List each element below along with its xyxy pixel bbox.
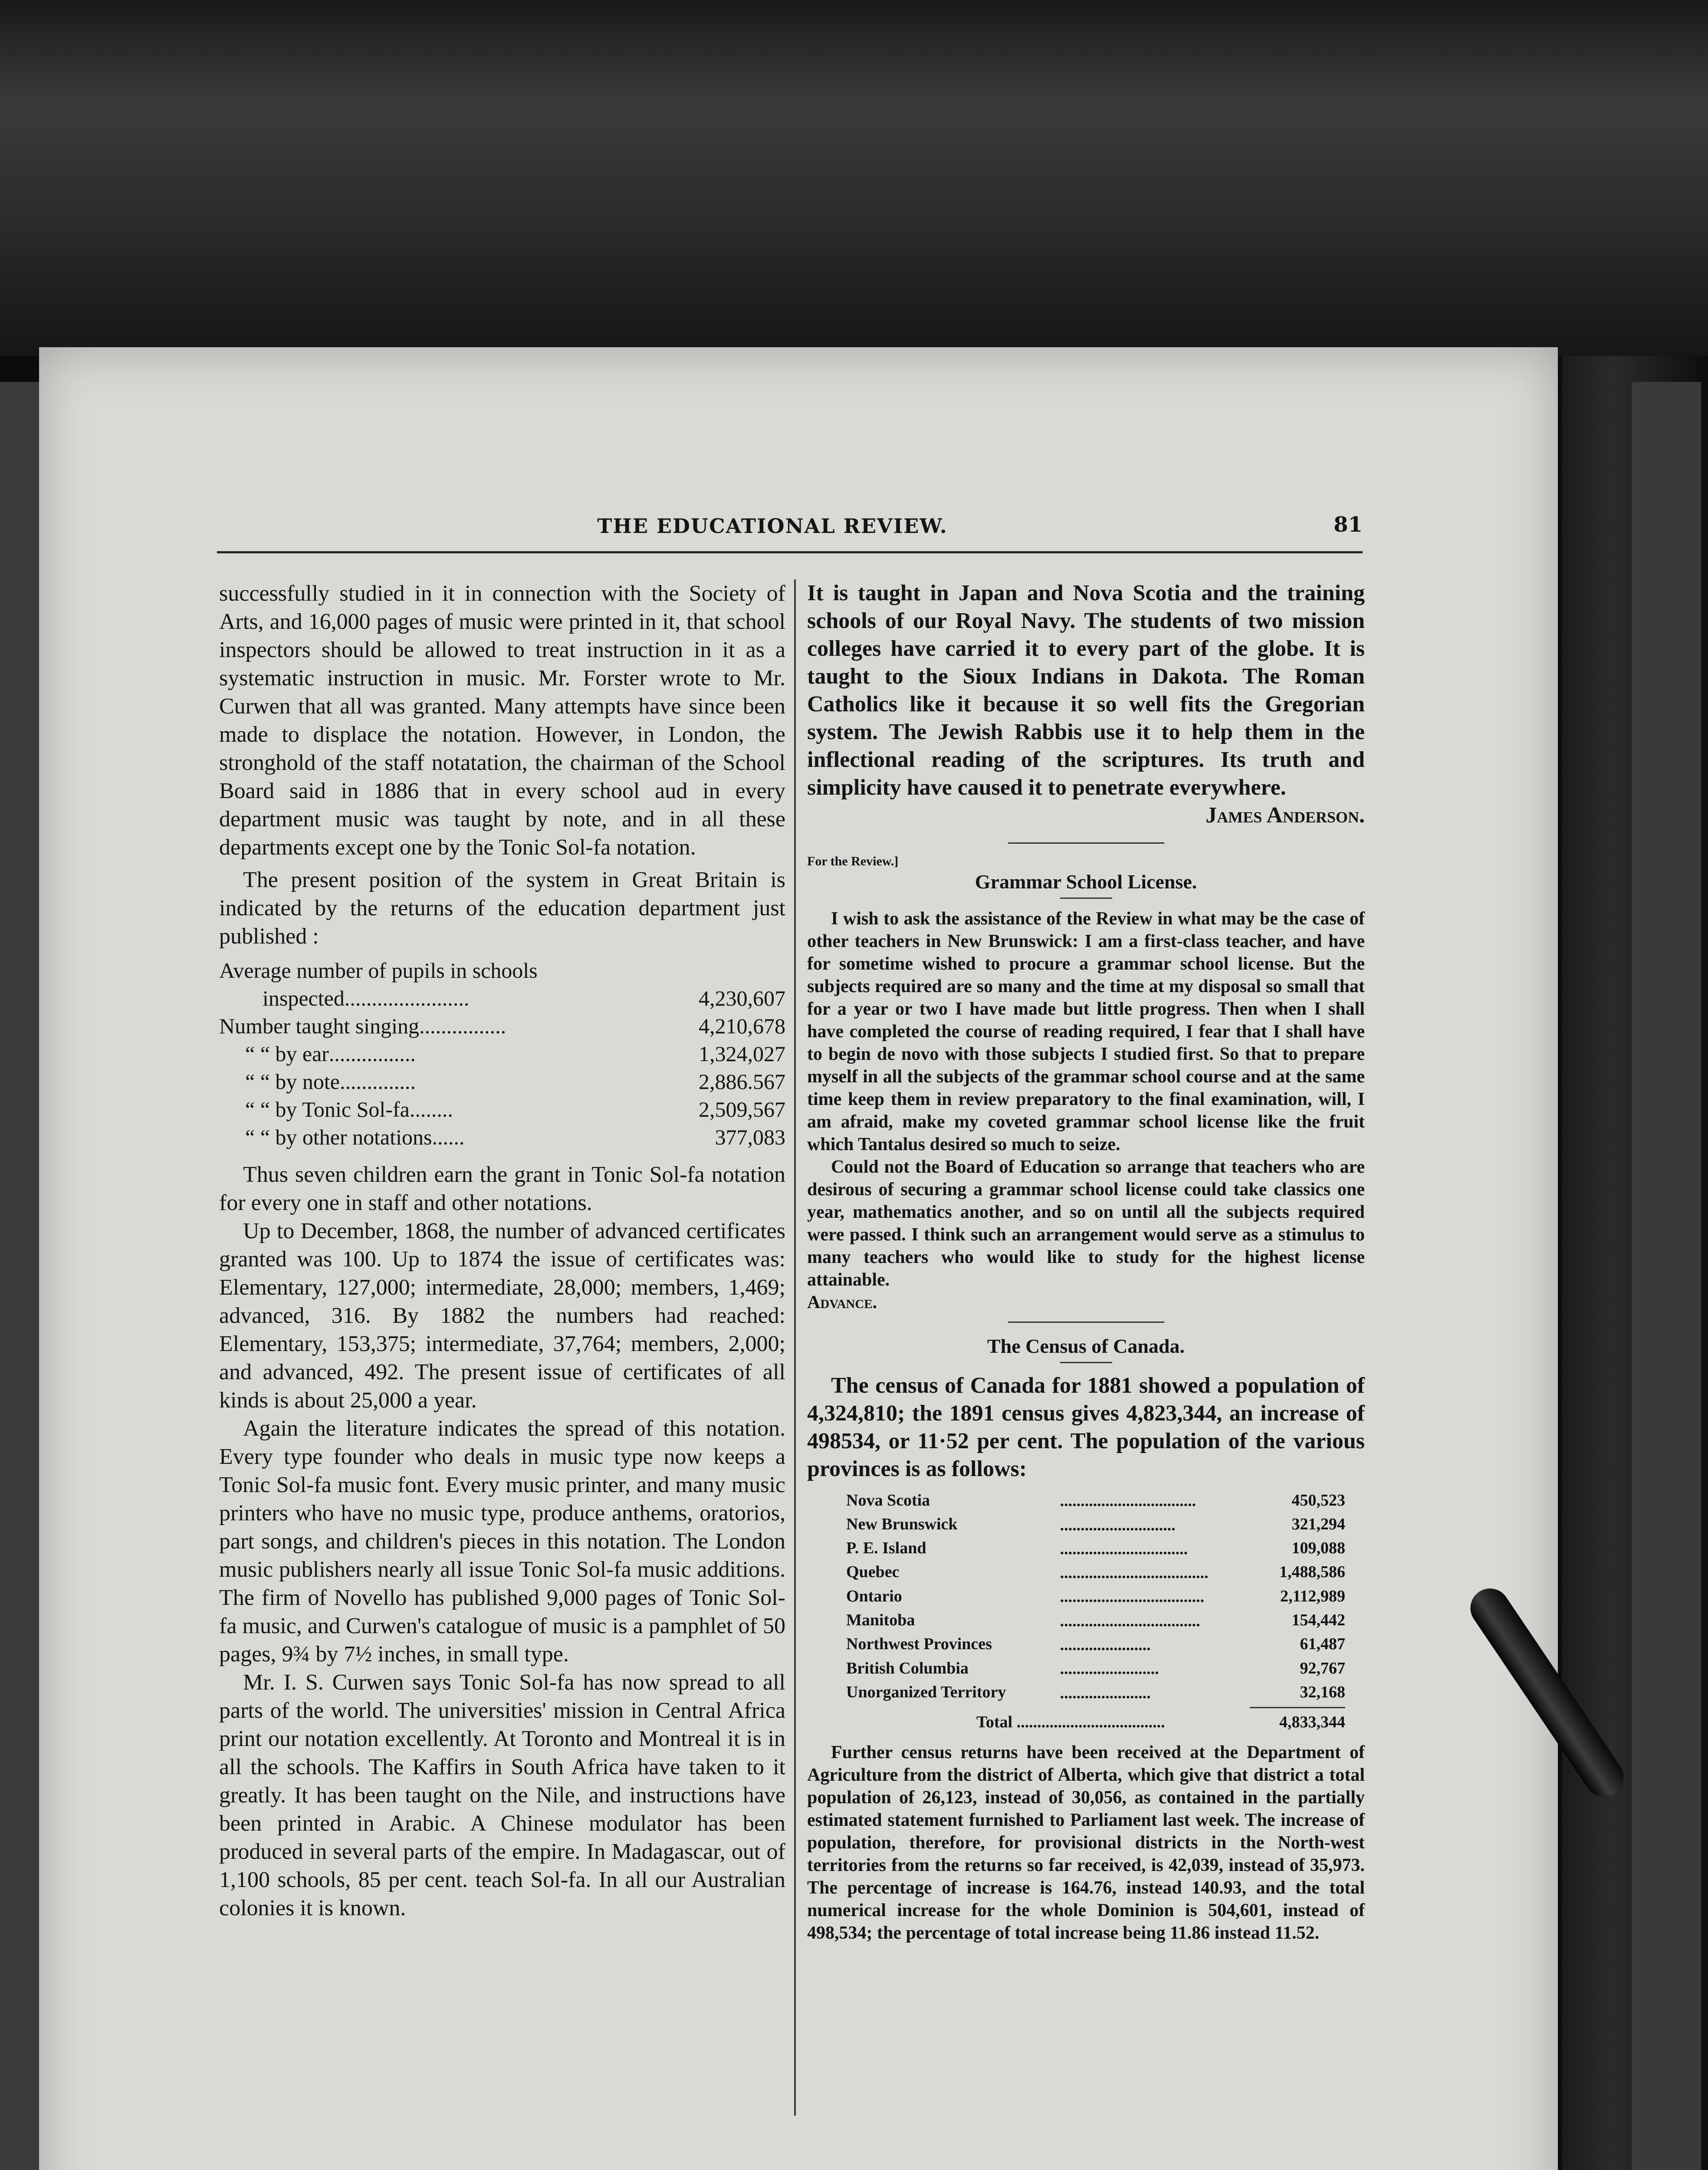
right-column bbox=[807, 579, 1365, 1944]
province-population: 61,487 bbox=[1300, 1635, 1345, 1654]
dot-leader: ................................... bbox=[1060, 1588, 1205, 1606]
province-population: 32,168 bbox=[1300, 1683, 1345, 1701]
dot-leader: ....................... bbox=[344, 986, 470, 1010]
stats-label: “ “ by ear bbox=[245, 1042, 329, 1066]
stats-row bbox=[219, 1123, 785, 1151]
dot-leader: ........................ bbox=[1060, 1660, 1159, 1678]
stats-row bbox=[219, 1095, 785, 1123]
singing-statistics-table bbox=[219, 957, 785, 1151]
census-row bbox=[846, 1608, 1345, 1632]
running-header bbox=[182, 514, 1363, 540]
province-name: Northwest Provinces bbox=[846, 1635, 992, 1654]
stats-label: “ “ by note bbox=[245, 1069, 340, 1094]
dot-leader: ................................. bbox=[1060, 1492, 1196, 1510]
census-row bbox=[846, 1536, 1345, 1560]
stats-label: inspected bbox=[263, 986, 345, 1010]
dot-leader: .............. bbox=[339, 1069, 416, 1094]
census-of-canada-heading: The Census of Canada. bbox=[987, 1335, 1185, 1357]
dot-leader: .................................... bbox=[1060, 1564, 1209, 1582]
dot-leader: ............................... bbox=[1060, 1539, 1188, 1558]
journal-title: THE EDUCATIONAL REVIEW. bbox=[597, 514, 948, 538]
stats-row bbox=[219, 1040, 785, 1068]
census-row bbox=[846, 1560, 1345, 1584]
dot-leader: ................ bbox=[419, 1014, 506, 1038]
stats-label: Average number of pupils in schools bbox=[219, 958, 538, 983]
book-cover-edge bbox=[1632, 382, 1701, 2170]
page-number: 81 bbox=[1334, 513, 1363, 537]
section-divider bbox=[1008, 1322, 1164, 1323]
dot-leader: ................ bbox=[328, 1042, 416, 1066]
province-name: British Columbia bbox=[846, 1659, 969, 1677]
census-row bbox=[846, 1584, 1345, 1608]
left-paragraph-5: Again the literature indicates the spread of this notation. Every type founder who deals in music type now keeps a Tonic Sol-fa music font. Every music printer, and many music printers who have no music type, produce anthems, oratorios, part songs, and children's pieces in this notation. The London music publishers nearly all issue Tonic Sol-fa music additions. The firm of Novello has published 9,000 pages of Tonic Sol-fa music, and Curwen's catalogue of music is a pamphlet of 50 pages, 9¾ by 7½ inches, in small type. bbox=[219, 1416, 785, 1667]
province-population: 450,523 bbox=[1291, 1491, 1345, 1509]
left-paragraph-4: Up to December, 1868, the number of advanced certificates granted was 100. Up to 1874 the issue of certificates was: Elementary, 127,000; intermediate, 28,000; members, 1,469; advanced, 316. By 1882 the numbers had reached: Elementary, 153,375; intermediate, 37,764; members, 2,000; and advanced, 492. The present issue of certificates of all kinds is about 25,000 a year. bbox=[219, 1219, 785, 1413]
right-paragraph-1: It is taught in Japan and Nova Scotia and the training schools of our Royal Navy. The students of two mission colleges have carried it to every part of the globe. It is taught to the Sioux Indians in Dakota. The Roman Catholics like it because it so well fits the Gregorian system. The Jewish Rabbis use it to help them in the inflectional reading of the scriptures. Its truth and simplicity have caused it to penetrate everywhere. bbox=[807, 581, 1365, 800]
province-name: Nova Scotia bbox=[846, 1491, 930, 1509]
left-paragraph-6: Mr. I. S. Curwen says Tonic Sol-fa has now spread to all parts of the world. The universities' mission in Central Africa print our notation excellently. At Toronto and Montreal it is in all the schools. The Kaffirs in South Africa have taken to it greatly. It has been taught on the Nile, and instructions have been printed in Arabic. A Chinese modulator has been produced in several parts of the empire. In Madagascar, out of 1,100 schools, 85 per cent. teach Sol-fa. In all our Australian colonies it is known. bbox=[219, 1670, 785, 1920]
author-signature-anderson: James Anderson. bbox=[1205, 803, 1365, 828]
total-rule bbox=[1250, 1707, 1345, 1708]
stats-row bbox=[219, 1068, 785, 1095]
total-value: 4,833,344 bbox=[1279, 1713, 1345, 1731]
stats-label: Number taught singing bbox=[219, 1014, 420, 1038]
left-paragraph-2: The present position of the system in Great Britain is indicated by the returns of the education department just published : bbox=[219, 868, 785, 949]
dot-leader: ............................ bbox=[1060, 1516, 1176, 1534]
dot-leader: .................................... bbox=[1016, 1713, 1165, 1731]
province-population: 154,442 bbox=[1291, 1611, 1345, 1630]
stats-value: 377,083 bbox=[715, 1125, 785, 1149]
stats-label: “ “ by Tonic Sol-fa bbox=[245, 1097, 410, 1121]
scan-background-top bbox=[0, 0, 1708, 356]
stats-value: 4,230,607 bbox=[699, 986, 785, 1010]
left-paragraph-1: successfully studied in it in connection with the Society of Arts, and 16,000 pages of music were printed in it, that school inspectors should be allowed to treat instruction in it as a systematic instruction in music. Mr. Forster wrote to Mr. Curwen that all was granted. Many attempts have since been made to displace the notation. However, in London, the stronghold of the staff notatation, the chairman of the School Board said in 1886 that in every school aud in every department music was taught by note, and in all these departments except one by the Tonic Sol-fa notation. bbox=[219, 581, 785, 860]
license-paragraph-1: I wish to ask the assistance of the Review in what may be the case of other teachers in New Brunswick: I am a first-class teacher, and have for sometime wished to procure a grammar school license. But the subjects required are so many and the time at my disposal so small that for a year or two I have made but little progress. Then when I shall have completed the course of reading required, I fear that I shall have to begin de novo with those subjects I studied first. So that to prepare myself in all the subjects of the grammar school course and at the same time keep them in review preparatory to the final examination, will, I am afraid, make my coveted grammar school license like the fruit which Tantalus desired so much to seize. bbox=[807, 909, 1365, 1154]
grammar-school-license-heading: Grammar School License. bbox=[975, 871, 1197, 893]
stats-row bbox=[219, 957, 785, 984]
dot-leader: ........ bbox=[409, 1097, 453, 1121]
stats-value: 4,210,678 bbox=[699, 1014, 785, 1038]
stats-label: “ “ by other notations bbox=[245, 1125, 432, 1149]
census-row bbox=[846, 1656, 1345, 1680]
stats-row bbox=[219, 1012, 785, 1040]
province-name: Ontario bbox=[846, 1587, 902, 1605]
census-row bbox=[846, 1488, 1345, 1512]
census-total-row bbox=[846, 1711, 1345, 1733]
column-divider bbox=[794, 579, 796, 2116]
province-population: 2,112,989 bbox=[1280, 1587, 1345, 1605]
census-row bbox=[846, 1512, 1345, 1536]
adjacent-page-edge bbox=[0, 382, 42, 2170]
province-population: 92,767 bbox=[1300, 1659, 1345, 1677]
for-the-review-note: For the Review.] bbox=[807, 854, 899, 868]
stats-value: 2,886.567 bbox=[699, 1069, 785, 1094]
dot-leader: ...................... bbox=[1060, 1683, 1151, 1702]
heading-rule bbox=[1060, 898, 1112, 899]
heading-rule bbox=[1060, 1362, 1112, 1363]
census-paragraph-2: Further census returns have been received at the Department of Agriculture from the district of Alberta, which give that district a total population of 26,123, instead of 30,056, as contained in the partially estimated statement furnished to Parliament last week. The increase of population, therefore, for provisional districts in the North-west territories from the returns so far received, is 42,039, instead of 35,973. The percentage of increase is 164.76, instead 140.93, and the total numerical increase for the whole Dominion is 504,601, instead of 498,534; the percentage of total increase being 11.86 instead 11.52. bbox=[807, 1742, 1365, 1943]
stats-row bbox=[219, 984, 785, 1012]
province-name: Manitoba bbox=[846, 1611, 915, 1630]
author-signature-advance: Advance. bbox=[807, 1292, 877, 1312]
province-population: 321,294 bbox=[1291, 1515, 1345, 1533]
census-table bbox=[846, 1488, 1345, 1704]
stats-value: 2,509,567 bbox=[699, 1097, 785, 1121]
section-divider bbox=[1008, 842, 1164, 844]
stats-value bbox=[655, 957, 785, 984]
left-paragraph-3: Thus seven children earn the grant in Tonic Sol-fa notation for every one in staff and other notations. bbox=[219, 1162, 785, 1215]
census-row bbox=[846, 1680, 1345, 1704]
dot-leader: ...... bbox=[432, 1125, 465, 1149]
dot-leader: ...................... bbox=[1060, 1635, 1151, 1654]
dot-leader: .................................. bbox=[1060, 1611, 1200, 1630]
province-name: P. E. Island bbox=[846, 1539, 926, 1558]
province-name: New Brunswick bbox=[846, 1515, 958, 1533]
license-paragraph-2: Could not the Board of Education so arrange that teachers who are desirous of securing a grammar school license could take classics one year, mathematics another, and so on until all the subjects required were passed. I think such an arrangement would serve as a stimulus to many teachers who would like to study for the highest license attainable. bbox=[807, 1157, 1365, 1290]
stats-value: 1,324,027 bbox=[699, 1042, 785, 1066]
province-name: Unorganized Territory bbox=[846, 1683, 1006, 1701]
total-label: Total bbox=[976, 1713, 1013, 1731]
province-population: 1,488,586 bbox=[1279, 1563, 1345, 1581]
left-column bbox=[219, 579, 785, 1922]
province-population: 109,088 bbox=[1291, 1539, 1345, 1558]
census-row bbox=[846, 1632, 1345, 1656]
census-paragraph-1: The census of Canada for 1881 showed a population of 4,324,810; the 1891 census gives 4,823,344, an increase of 498534, or 11·52 per cent. The population of the various provinces is as follows: bbox=[807, 1373, 1365, 1481]
header-rule bbox=[217, 551, 1363, 553]
province-name: Quebec bbox=[846, 1563, 900, 1581]
